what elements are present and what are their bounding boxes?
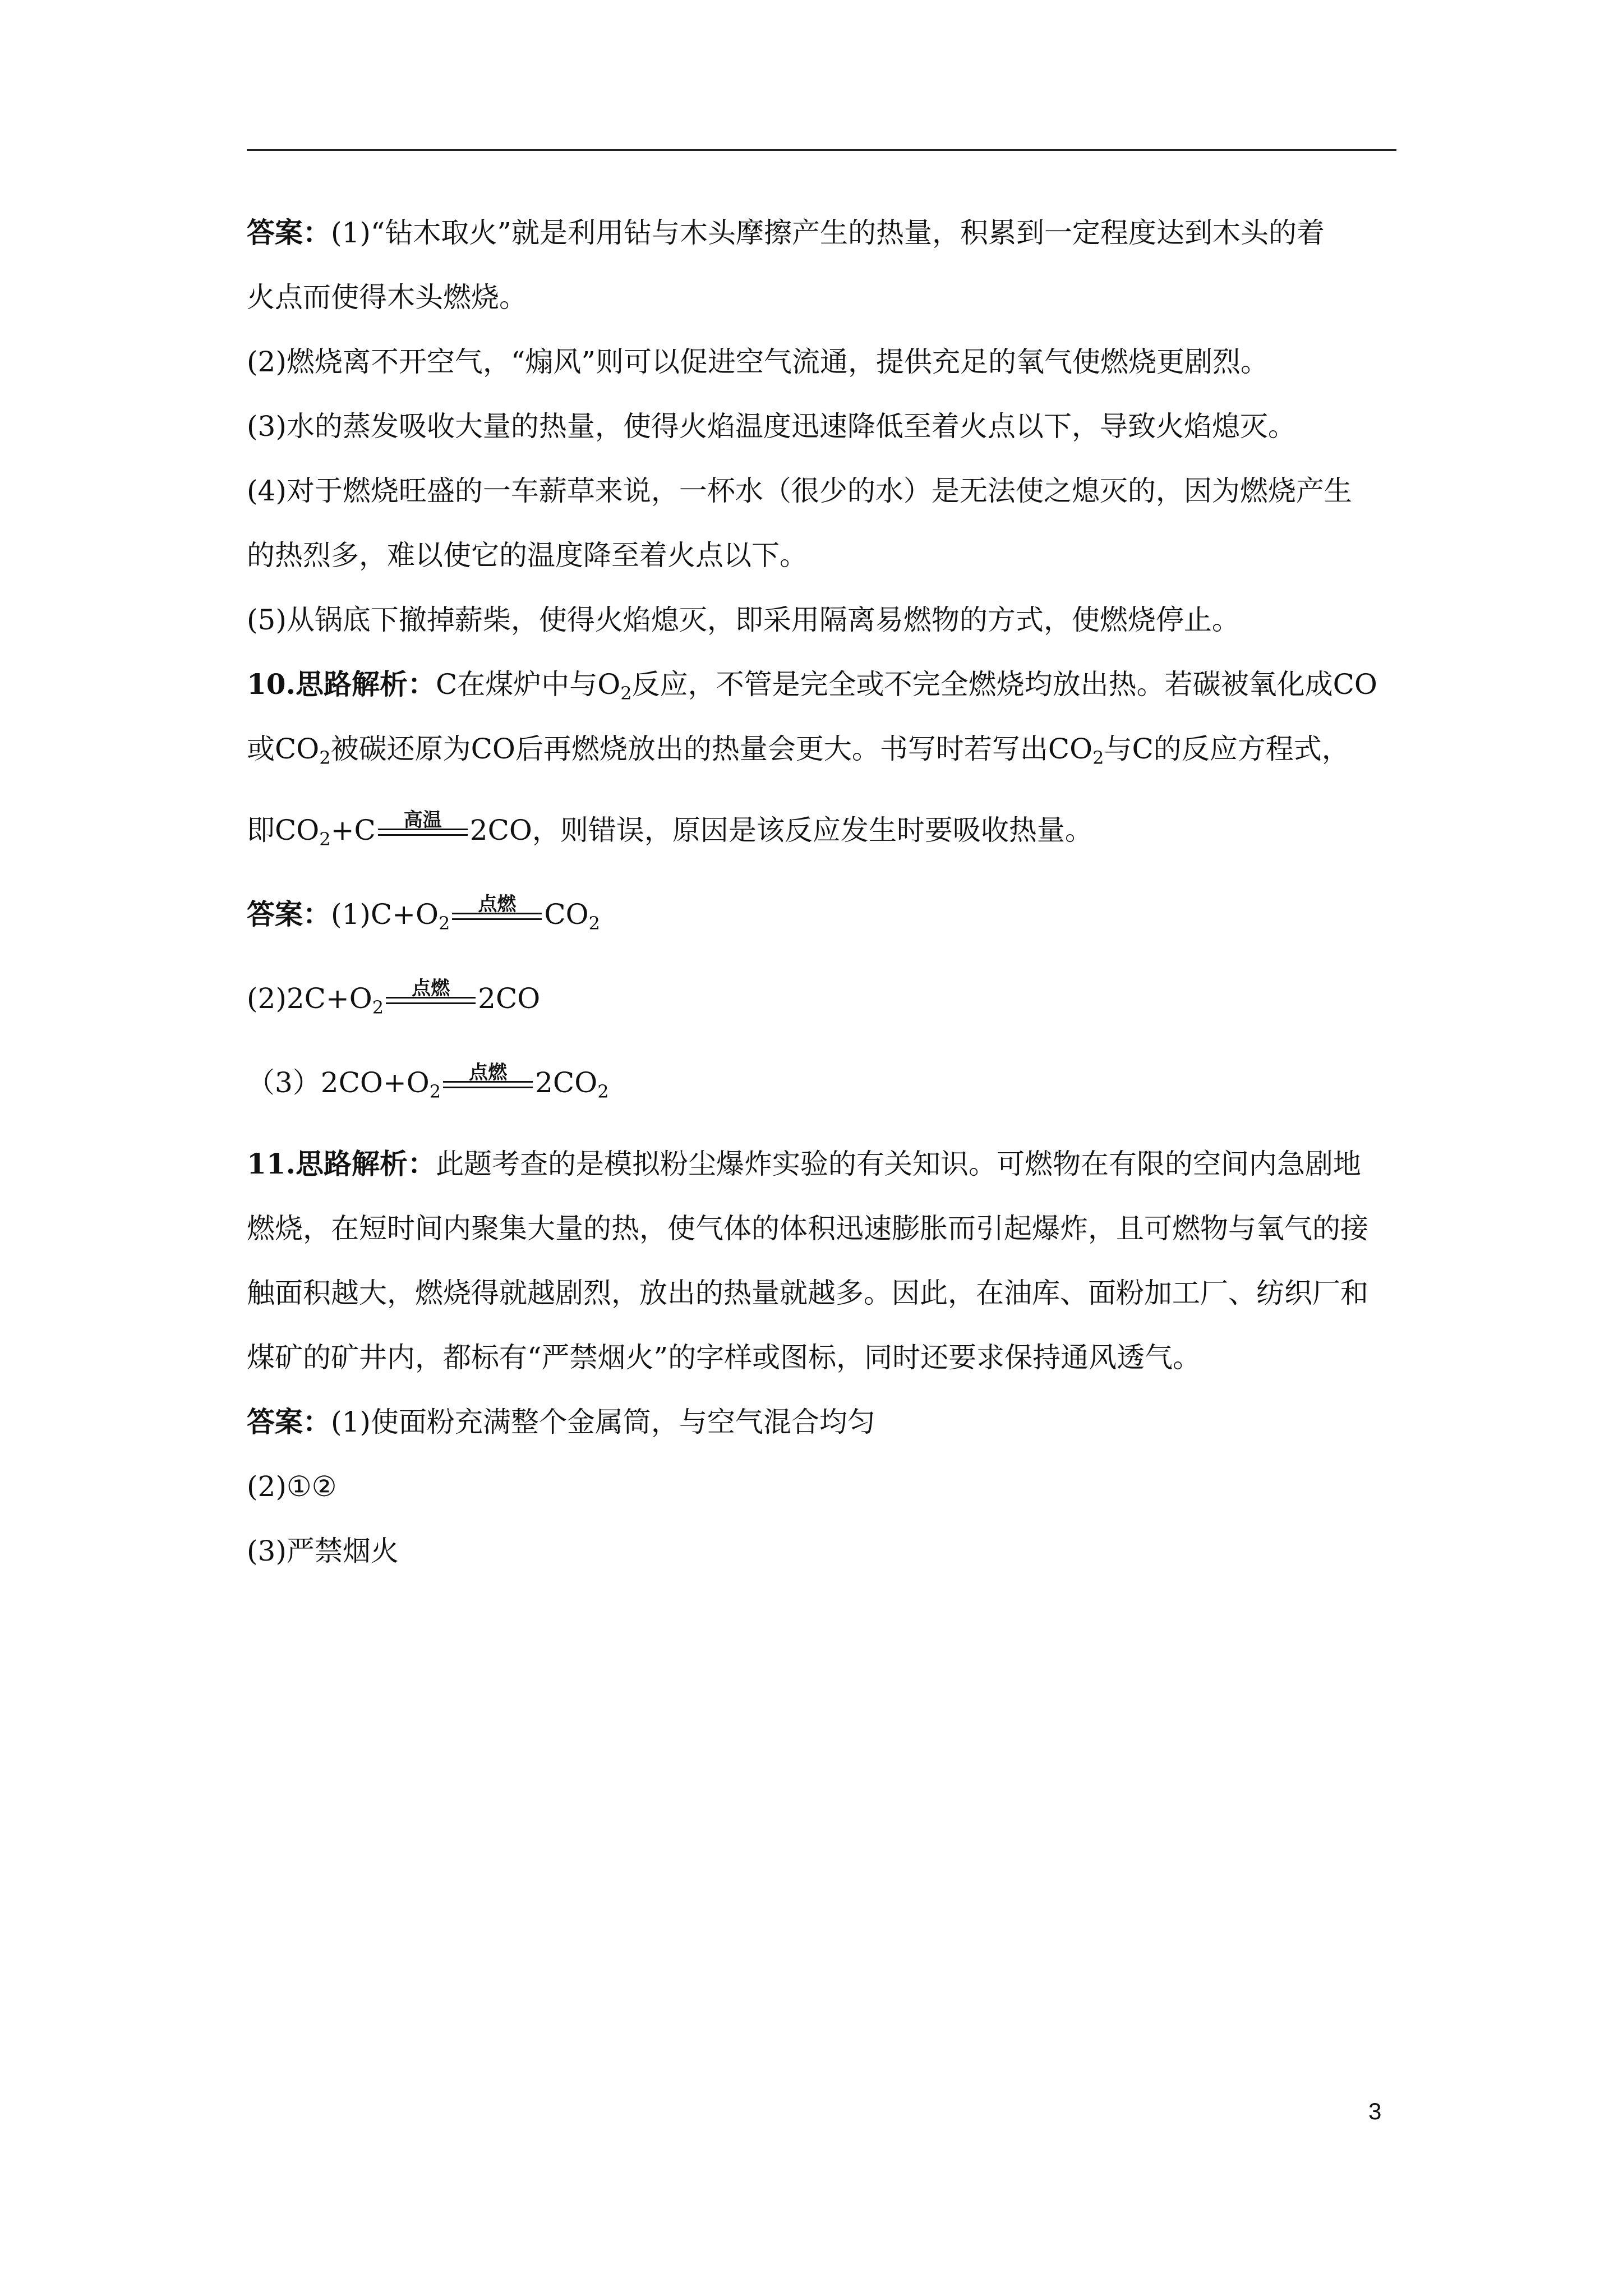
q11-analysis-line-2: 燃烧，在短时间内聚集大量的热，使气体的体积迅速膨胀而引起爆炸，且可燃物与氧气的接 <box>247 1212 1368 1245</box>
q10-answer-3: $(3)2CO+O_2$ 点燃 $2CO_2$ <box>247 1061 609 1102</box>
q9-answer-line-2: 火点而使得木头燃烧。 <box>247 281 527 314</box>
q10-label: 10.思路解析： <box>247 668 436 701</box>
q9-answer-line-5: (4)对于燃烧旺盛的一车薪草来说，一杯水（很少的水）是无法使之熄灭的，因为燃烧产生 <box>247 475 1352 507</box>
q11-analysis-line-4: 煤矿的矿井内，都标有“严禁烟火”的字样或图标，同时还要求保持通风透气。 <box>247 1341 1201 1374</box>
answer-label: 答案： <box>247 1405 331 1438</box>
q11-answer-3: (3)严禁烟火 <box>247 1535 399 1567</box>
reaction-condition-ignite: 点燃 <box>452 895 542 934</box>
q10-analysis-line-2: 或$CO_2$被碳还原为CO后再燃烧放出的热量会更大。书写时若写出$CO_2$与C的反应方程式， <box>247 733 1350 769</box>
q9-answer-line-3: (2)燃烧离不开空气，“煽风”则可以促进空气流通，提供充足的氧气使燃烧更剧烈。 <box>247 346 1269 378</box>
reaction-condition-ignite: 点燃 <box>386 979 476 1018</box>
q11-analysis-line-3: 触面积越大，燃烧得就越剧烈，放出的热量就越多。因此，在油库、面粉加工厂、纺织厂和 <box>247 1277 1368 1309</box>
q10-analysis-line-1: 10.思路解析：C在煤炉中与$O_2$反应，不管是完全或不完全燃烧均放出热。若碳被氧化成CO <box>247 668 1377 704</box>
q10-answer-2: $(2)2C+O_2$ 点燃 2CO <box>247 977 541 1018</box>
q11-label: 11.思路解析： <box>247 1147 436 1180</box>
q11-answer-1: 答案：(1)使面粉充满整个金属筒，与空气混合均匀 <box>247 1405 875 1438</box>
q9-answer-line-1: 答案：(1)“钻木取火”就是利用钻与木头摩擦产生的热量，积累到一定程度达到木头的着 <box>247 216 1325 249</box>
q9-answer-line-6: 的热烈多，难以使它的温度降至着火点以下。 <box>247 539 808 572</box>
q9-answer-line-4: (3)水的蒸发吸收大量的热量，使得火焰温度迅速降低至着火点以下，导致火焰熄灭。 <box>247 410 1296 443</box>
q11-answer-2: (2)①② <box>247 1470 337 1503</box>
q10-analysis-line-3: 即$CO_2+C$ 高温 2CO，则错误，原因是该反应发生时要吸收热量。 <box>247 809 1093 850</box>
answer-label: 答案： <box>247 216 331 249</box>
page-number: 3 <box>1368 2098 1382 2124</box>
q11-analysis-line-1: 11.思路解析：此题考查的是模拟粉尘爆炸实验的有关知识。可燃物在有限的空间内急剧地 <box>247 1147 1361 1180</box>
reaction-condition-ignite: 点燃 <box>443 1063 533 1102</box>
answer-label: 答案： <box>247 898 331 931</box>
reaction-condition-high-temp: 高温 <box>378 811 468 850</box>
q9-answer-line-7: (5)从锅底下撤掉薪柴，使得火焰熄灭，即采用隔离易燃物的方式，使燃烧停止。 <box>247 604 1240 636</box>
q10-answer-1: 答案：$(1)C+O_2$ 点燃 $CO_2$ <box>247 893 600 934</box>
header-rule <box>247 149 1396 151</box>
